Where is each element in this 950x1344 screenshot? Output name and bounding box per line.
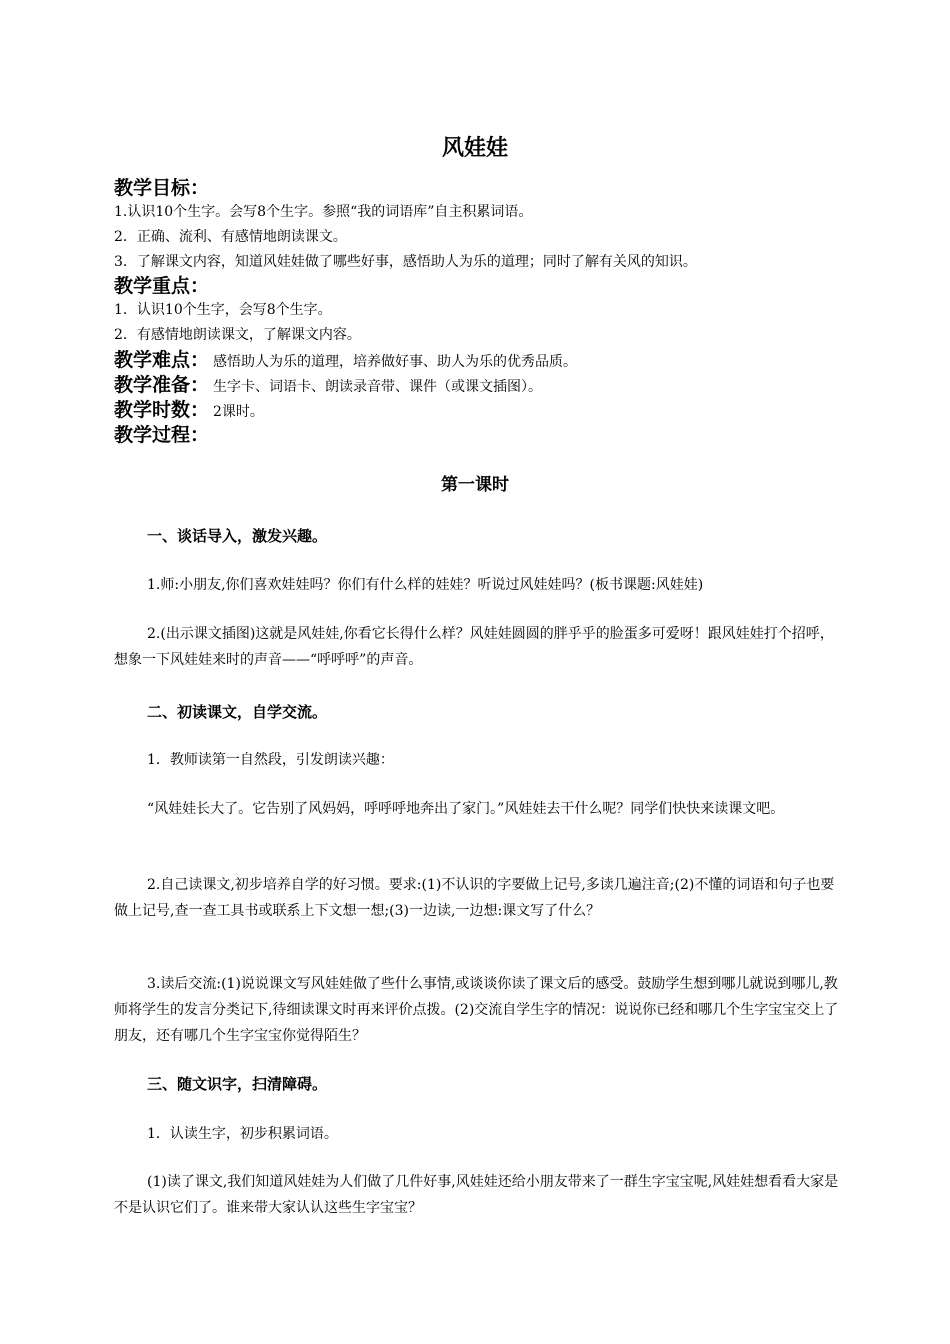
difficulty-text: 感悟助人为乐的道理，培养做好事、助人为乐的优秀品质。 — [213, 354, 578, 370]
difficulty-heading: 教学难点： — [114, 349, 210, 371]
paragraph: 2.自己读课文,初步培养自学的好习惯。要求:(1)不认识的字要做上记号,多读几遍注音;(2)不懂的词语和句子也要做上记号,查一查工具书或联系上下文想一想;(3)一边读,一边想:课文写了什么？ — [114, 877, 835, 919]
goals-heading: 教学目标： — [114, 177, 210, 199]
hours-text: 2课时。 — [213, 404, 264, 420]
key-point-item: 2．有感情地朗读课文，了解课文内容。 — [114, 327, 361, 343]
key-points-heading: 教学重点： — [114, 275, 210, 297]
paragraph: 1．认读生字，初步积累词语。 — [147, 1126, 338, 1142]
section-heading: 二、初读课文，自学交流。 — [147, 703, 328, 721]
preparation-heading: 教学准备： — [114, 374, 210, 396]
paragraph: 3.读后交流:(1)说说课文写风娃娃做了些什么事情,或谈谈你读了课文后的感受。鼓励学生想到哪儿就说到哪儿,教师将学生的发言分类记下,待细读课文时再来评价点拨。(2)交流自学生字的情况：说说你已经和哪几个生字宝宝交上了朋友，还有哪几个生字宝宝你觉得陌生？ — [114, 976, 839, 1044]
paragraph: 1.师:小朋友,你们喜欢娃娃吗？你们有什么样的娃娃？听说过风娃娃吗？(板书课题:风娃娃) — [147, 577, 704, 593]
goal-item: 3．了解课文内容，知道风娃娃做了哪些好事，感悟助人为乐的道理；同时了解有关风的知识。 — [114, 254, 697, 270]
paragraph: 2.(出示课文插图)这就是风娃娃,你看它长得什么样？风娃娃圆圆的胖乎乎的脸蛋多可爱呀！跟风娃娃打个招呼，想象一下风娃娃来时的声音——“呼呼呼”的声音。 — [114, 626, 834, 668]
key-point-item: 1．认识10个生字，会写8个生字。 — [114, 302, 332, 318]
paragraph: 1．教师读第一自然段，引发朗读兴趣： — [147, 752, 394, 768]
hours-heading: 教学时数： — [114, 399, 210, 421]
section-heading: 一、谈话导入，激发兴趣。 — [147, 527, 328, 545]
goal-item: 2．正确、流利、有感情地朗读课文。 — [114, 229, 347, 245]
preparation-text: 生字卡、词语卡、朗读录音带、课件（或课文插图）。 — [213, 379, 543, 395]
section-heading: 三、随文识字，扫清障碍。 — [147, 1075, 328, 1093]
difficulty-row — [114, 348, 577, 374]
paragraph: “风娃娃长大了。它告别了风妈妈，呼呼呼地奔出了家门。”风娃娃去干什么呢？同学们快快来读课文吧。 — [147, 801, 785, 817]
lesson-title: 第一课时 — [441, 475, 509, 495]
page-title: 风娃娃 — [441, 136, 508, 161]
process-heading: 教学过程： — [114, 424, 210, 446]
preparation-row — [114, 373, 542, 399]
paragraph: (1)读了课文,我们知道风娃娃为人们做了几件好事,风娃娃还给小朋友带来了一群生字宝宝呢,风娃娃想看看大家是不是认识它们了。谁来带大家认认这些生字宝宝？ — [114, 1174, 839, 1216]
goal-item: 1.认识10个生字。会写8个生字。参照“我的词语库”自主积累词语。 — [114, 204, 533, 220]
hours-row — [114, 398, 264, 424]
